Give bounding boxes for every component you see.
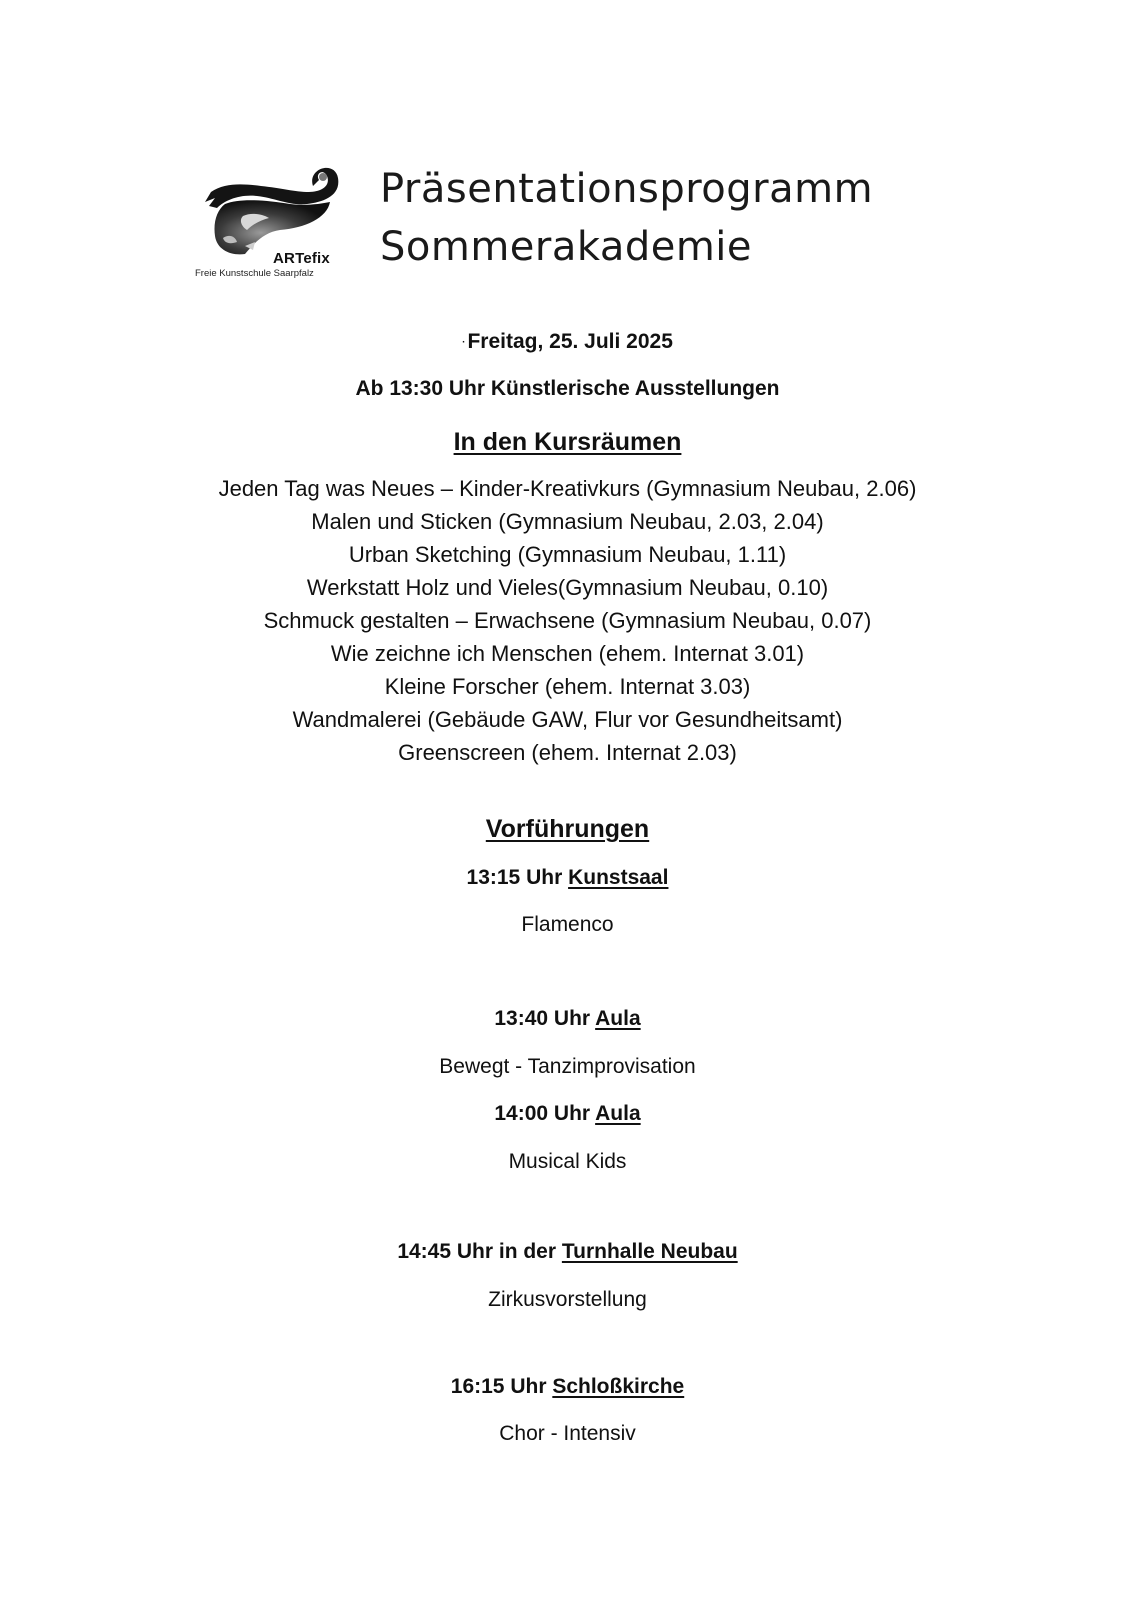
course-item: Schmuck gestalten – Erwachsene (Gymnasium Neubau, 0.07) (263, 608, 872, 633)
slot-title: Chor - Intensiv (499, 1422, 636, 1445)
course-item: Jeden Tag was Neues – Kinder-Kreativkurs (Gymnasium Neubau, 2.06) (218, 476, 917, 501)
slot-time-line (0, 1102, 1135, 1126)
slot-location: Aula (595, 1102, 641, 1125)
slot-location: Turnhalle Neubau (561, 1240, 738, 1263)
course-item: Wandmalerei (Gebäude GAW, Flur vor Gesundheitsamt) (292, 707, 843, 732)
page-title (380, 160, 873, 276)
logo-subtitle: Freie Kunstschule Saarpfalz (195, 268, 314, 279)
slot-location: Kunstsaal (568, 866, 669, 889)
course-item: Werkstatt Holz und Vieles(Gymnasium Neubau, 0.10) (306, 575, 829, 600)
course-item: Urban Sketching (Gymnasium Neubau, 1.11) (348, 542, 787, 567)
performances-heading (0, 815, 1135, 844)
exhibitions-line: Ab 13:30 Uhr Künstlerische Ausstellungen (355, 377, 780, 400)
title-line-2: Sommerakademie (380, 224, 753, 270)
slot-time: 13:15 Uhr (466, 866, 569, 889)
slot-time: 13:40 Uhr (494, 1007, 596, 1030)
logo-name: ARTefix (273, 250, 330, 267)
slot-title: Zirkusvorstellung (488, 1288, 647, 1311)
slot-title: Musical Kids (508, 1150, 627, 1173)
event-date-line (0, 330, 1135, 354)
course-item: Kleine Forscher (ehem. Internat 3.03) (384, 674, 751, 699)
slot-location: Aula (595, 1007, 641, 1030)
slot-time: 14:45 Uhr in der (397, 1240, 562, 1263)
title-line-1: Präsentationsprogramm (380, 166, 874, 212)
stray-dot: · (462, 336, 466, 348)
course-list (0, 472, 1135, 769)
courses-heading-text: In den Kursräumen (453, 428, 682, 456)
courses-heading (0, 428, 1135, 457)
slot-time-line (0, 1375, 1135, 1399)
course-item: Malen und Sticken (Gymnasium Neubau, 2.03, 2.04) (311, 509, 824, 534)
course-item: Wie zeichne ich Menschen (ehem. Internat 3.01) (330, 641, 805, 666)
performances-heading-text: Vorführungen (485, 815, 650, 843)
slot-time-line (0, 866, 1135, 890)
slot-time-line (0, 1007, 1135, 1031)
slot-title: Bewegt - Tanzimprovisation (439, 1055, 696, 1078)
slot-time-line (0, 1240, 1135, 1264)
swirl-logo-icon (195, 158, 355, 258)
slot-time: 16:15 Uhr (450, 1375, 553, 1398)
slot-title: Flamenco (521, 913, 614, 936)
slot-location: Schloßkirche (552, 1375, 685, 1398)
event-date: Freitag, 25. Juli 2025 (467, 330, 673, 353)
artefix-logo (195, 158, 355, 288)
slot-time: 14:00 Uhr (494, 1102, 596, 1125)
course-item: Greenscreen (ehem. Internat 2.03) (398, 740, 737, 765)
